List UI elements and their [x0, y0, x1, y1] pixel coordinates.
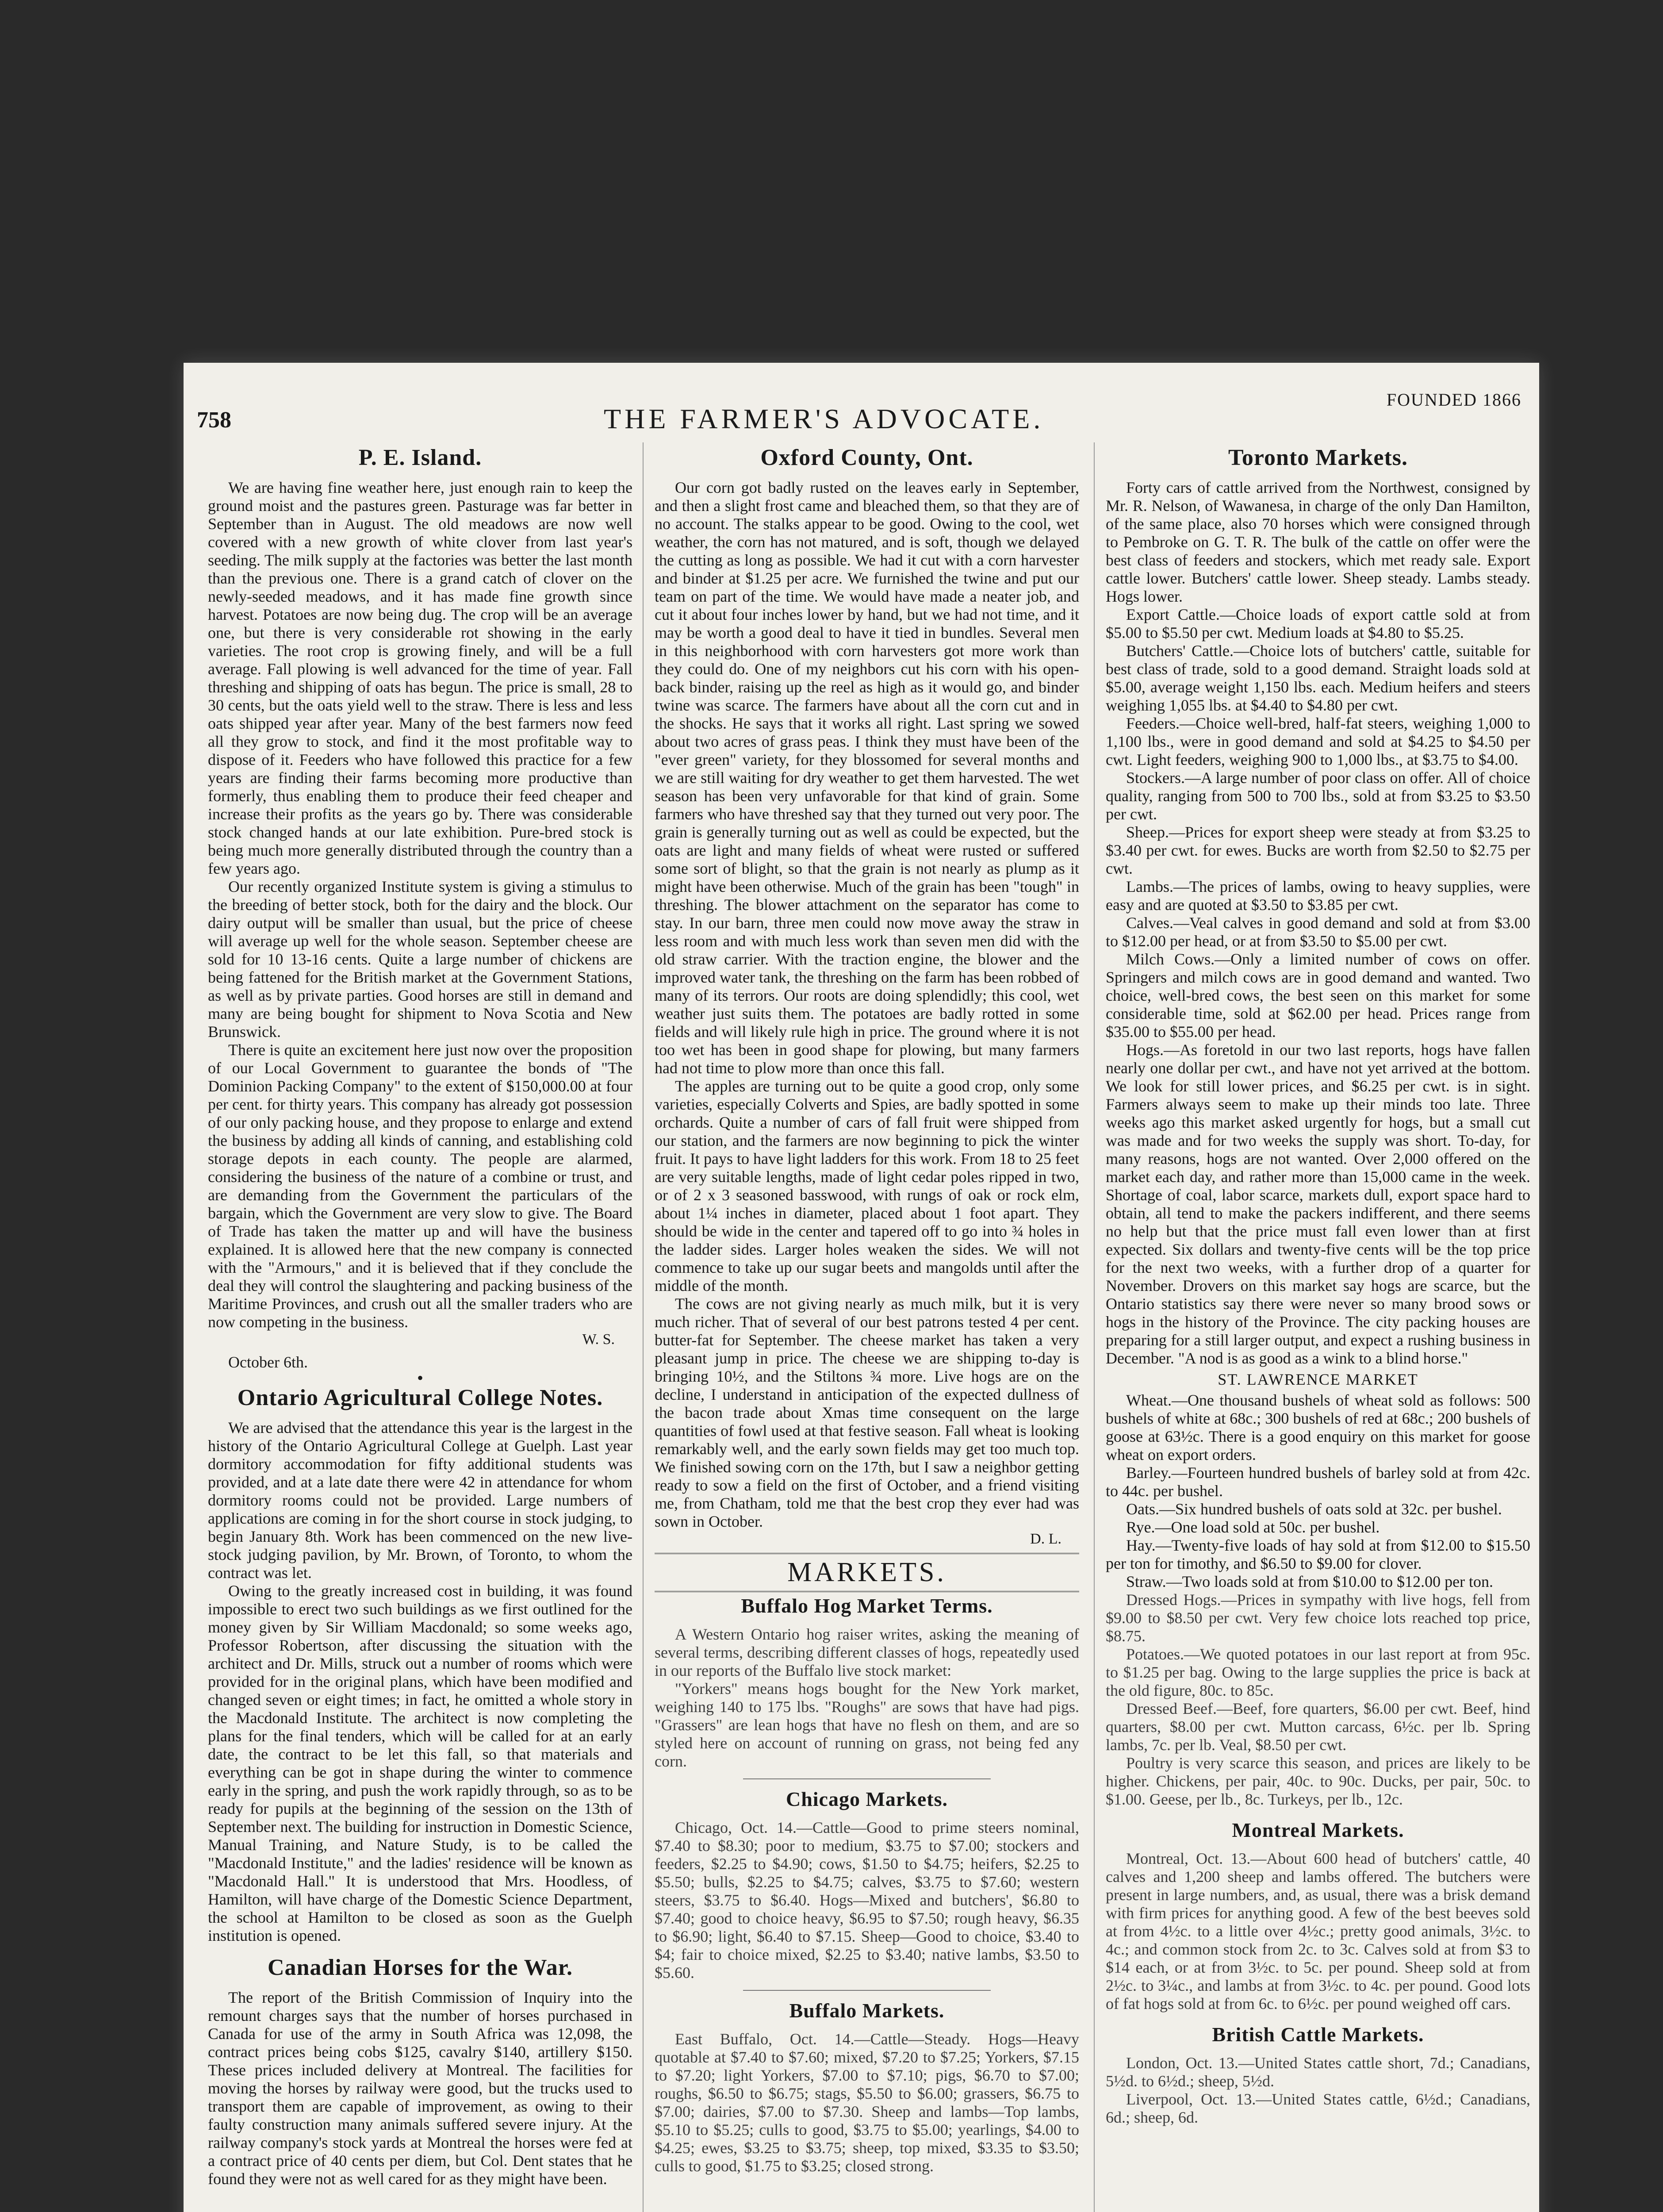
article-paragraph: Potatoes.—We quoted potatoes in our last report at from 95c. to $1.25 per bag. Owing to the large supplies the price is back at the old figure, 80c. to 85c.: [1106, 1645, 1530, 1699]
article-paragraph: Calves.—Veal calves in good demand and sold at from $3.00 to $12.00 per head, or at from $3.50 to $5.00 per cwt.: [1106, 914, 1530, 950]
article-british: [1106, 2023, 1530, 2127]
article-horses: [208, 1955, 632, 2188]
article-paragraph: We are having fine weather here, just enough rain to keep the ground moist and the pastures green. Pasturage was far better in September than in August. The old meadows are now well covered with a new growth of white clover from last year's seeding. The milk supply at the factories was better the last month than the previous one. There is a grand catch of clover on the newly-seeded meadows, and it has made fine growth since harvest. Potatoes are now being dug. The crop will be an average one, but there is very considerable rot showing in the early varieties. The root crop is growing finely, and will be a full average. Fall plowing is well advanced for the time of year. Fall threshing and shipping of oats has begun. The price is small, 28 to 30 cents, but the oats yield well to the straw. There is less and less oats shipped year after year. Many of the best farmers now feed all they grow to stock, and find it the most profitable way to dispose of it. Feeders who have followed this practice for a few years are finding their farms becoming more productive than formerly, thus enabling them to produce their feed cheaper and increase their profits as the years go by. There was considerable stock changed hands at our late exhibition. Pure-bred stock is being much more generally distributed through the country than a few years ago.: [208, 479, 632, 877]
article-paragraph: Stockers.—A large number of poor class on offer. All of choice quality, ranging from 500 to 700 lbs., sold at from $3.25 to $3.50 per cwt.: [1106, 769, 1530, 823]
article-paragraph: We are advised that the attendance this year is the largest in the history of the Ontario Agricultural College at Guelph. Last year dormitory accommodation for fifty additional students was provided, and at a late date there were 42 in attendance for whom dormitory rooms could not be provided. Large numbers of applications are coming in for the short course in stock judging, to begin January 8th. Work has been commenced on the new live-stock judging pavilion, by Mr. Brown, of Toronto, to whom the contract was let.: [208, 1419, 632, 1582]
article-title: Buffalo Markets.: [789, 1999, 945, 2022]
article-paragraph: Milch Cows.—Only a limited number of cows on offer. Springers and milch cows are in good demand and wanted. Two choice, well-bred cows, the best seen on this market for some considerable time, sold at $62.00 per head. Prices range from $35.00 to $55.00 per head.: [1106, 950, 1530, 1041]
article-paragraph: Montreal, Oct. 13.—About 600 head of butchers' cattle, 40 calves and 1,200 sheep and lambs offered. The butchers were present in large numbers, and, as usual, there was a brisk demand with firm prices for anything good. A few of the best beeves sold at from 4½c. to a little over 4½c.; pretty good animals, 3½c. to 4c.; and common stock from 2c. to 3c. Calves sold at from $3 to $14 each, or at from 3½c. to 5c. per pound. Sheep sold at from 2½c. to 3¼c., and lambs at from 3½c. to 4c. per pound. Good lots of fat hogs sold at from 6c. to 6½c. per pound weighed off cars.: [1106, 1850, 1530, 2012]
column-middle: [655, 445, 1079, 2212]
article-paragraph: The cows are not giving nearly as much milk, but it is very much richer. That of several of our best patrons tested 4 per cent. butter-fat for September. The cheese market has taken a very pleasant jump in price. The cheese we are shipping to-day is bringing 10½, and the Stiltons ¾ more. Live hogs are on the decline, I understand in anticipation of the expected dullness of the bacon trade about Xmas time consequent on the large quantities of fowl used at that festive season. Fall wheat is looking remarkably well, and the early sown fields may get too much top. We finished sowing corn on the 17th, but I saw a neighbor getting ready to sow a field on the first of October, and a friend visiting me, from Chatham, told me that the best crop they ever had was sown in October.: [655, 1295, 1079, 1530]
article-title: Chicago Markets.: [786, 1788, 948, 1810]
article-buffalo-terms: [655, 1594, 1079, 1770]
article-paragraph: Export Cattle.—Choice loads of export cattle sold at from $5.00 to $5.50 per cwt. Medium loads at $4.80 to $5.25.: [1106, 606, 1530, 641]
article-paragraph: Chicago, Oct. 14.—Cattle—Good to prime steers nominal, $7.40 to $8.30; poor to medium, $3.75 to $7.00; stockers and feeders, $2.25 to $4.90; cows, $1.50 to $4.75; heifers, $2.25 to $5.50; bulls, $2.25 to $4.75; calves, $3.75 to $7.60; western steers, $3.75 to $6.40. Hogs—Mixed and butchers', $6.80 to $7.40; good to choice heavy, $6.95 to $7.50; rough heavy, $6.35 to $6.90; light, $6.40 to $7.15. Sheep—Good to choice, $3.40 to $4; fair to choice mixed, $2.25 to $3.40; native lambs, $3.50 to $5.60.: [655, 1819, 1079, 1982]
article-title: P. E. Island.: [358, 445, 482, 470]
article-paragraph: Sheep.—Prices for export sheep were steady at from $3.25 to $3.40 per cwt. for ewes. Bucks are worth from $2.50 to $2.75 per cwt.: [1106, 823, 1530, 877]
article-title: Oxford County, Ont.: [760, 445, 973, 470]
article-title: Toronto Markets.: [1228, 445, 1408, 470]
article-paragraph: Hay.—Twenty-five loads of hay sold at from $12.00 to $15.50 per ton for timothy, and $6.50 to $9.00 for clover.: [1106, 1536, 1530, 1572]
article-toronto: [1106, 445, 1530, 1367]
founded-label: FOUNDED 1866: [1386, 390, 1521, 410]
article-st-lawrence: [1106, 1370, 1530, 1809]
article-paragraph: Owing to the greatly increased cost in building, it was found impossible to erect two such buildings as we first outlined for the money given by Sir William Macdonald; so some weeks ago, Professor Robertson, after discussing the situation with the architect and Dr. Mills, struck out a number of rooms which were provided for in the original plans, which have been modified and changed seven or eight times; in fact, he omitted a whole story in the Macdonald Institute. The architect is now completing the plans for the final tenders, which will be called for at an early date, the contract to be let this fall, so that materials and everything can be got in shape during the winter to commence early in the spring, and push the work rapidly through, so as to be ready for pupils at the beginning of the session on the 13th of September next. The building for instruction in Domestic Science, Manual Training, and Nature Study, is to be called the "Macdonald Institute," and the ladies' residence will be known as "Macdonald Hall." It is understood that Mrs. Hoodless, of Hamilton, will have charge of the Domestic Science Department, the school at Hamilton to be closed as soon as the Guelph institution is opened.: [208, 1582, 632, 1944]
masthead-title: THE FARMER'S ADVOCATE.: [604, 403, 1044, 434]
markets-section-header: MARKETS.: [655, 1553, 1079, 1592]
article-paragraph: "Yorkers" means hogs bought for the New York market, weighing 140 to 175 lbs. "Roughs" are sows that have had pigs. "Grassers" are lean hogs that have no flesh on them, and are so styled here on account of running on grass, not being fed any corn.: [655, 1680, 1079, 1770]
article-paragraph: Hogs.—As foretold in our two last reports, hogs have fallen nearly one dollar per cwt., and have not yet arrived at the bottom. We look for still lower prices, and $6.25 per cwt. is in sight. Farmers always seem to make up their minds too late. Three weeks ago this market asked urgently for hogs, but a small cut was made and for two weeks the supply was short. To-day, for many reasons, hogs are not wanted. Over 2,000 offered on the market each day, and rather more than 15,000 came in the week. Shortage of coal, labor scarce, markets dull, export space hard to obtain, all tend to make the packers indifferent, and there seems no help but that the price must fall even lower than at first expected. Six dollars and twenty-five cents will be the top price for the next two weeks, with a further drop of a quarter for November. Drovers on this market say hogs are scarce, but the Ontario statistics say there were never so many brood sows or hogs in the history of the Province. The city packing houses are preparing for a still larger output, and expect a rushing business in December. "A nod is as good as a wink to a blind horse.": [1106, 1041, 1530, 1367]
article-oac: [208, 1385, 632, 1945]
article-paragraph: East Buffalo, Oct. 14.—Cattle—Steady. Hogs—Heavy quotable at $7.40 to $7.60; mixed, $7.20 to $7.25; Yorkers, $7.15 to $7.20; light Yorkers, $7.00 to $7.10; pigs, $6.70 to $7.00; roughs, $6.50 to $6.75; stags, $5.50 to $6.00; grassers, $6.75 to $7.00; dairies, $7.00 to $7.30. Sheep and lambs—Top lambs, $5.10 to $5.25; culls to good, $3.75 to $5.00; yearlings, $4.00 to $4.25; ewes, $3.25 to $3.75; sheep, top mixed, $3.35 to $3.50; culls to good, $1.75 to $3.25; closed strong.: [655, 2030, 1079, 2175]
divider: [743, 1990, 991, 1991]
article-paragraph: Dressed Hogs.—Prices in sympathy with live hogs, fell from $9.00 to $8.50 per cwt. Very few choice lots reached top price, $8.75.: [1106, 1591, 1530, 1645]
article-paragraph: Straw.—Two loads sold at from $10.00 to $12.00 per ton.: [1126, 1573, 1494, 1590]
article-paragraph: Wheat.—One thousand bushels of wheat sold as follows: 500 bushels of white at 68c.; 300 bushels of red at 68c.; 200 bushels of goose at 63½c. There is a good enquiry on this market for goose wheat on export orders.: [1106, 1391, 1530, 1463]
column-divider: [643, 442, 644, 2212]
article-paragraph: Liverpool, Oct. 13.—United States cattle, 6½d.; Canadians, 6d.; sheep, 6d.: [1106, 2090, 1530, 2126]
divider: [743, 1778, 991, 1779]
article-paragraph: Barley.—Fourteen hundred bushels of barley sold at from 42c. to 44c. per bushel.: [1106, 1464, 1530, 1500]
article-pei: [208, 445, 632, 1371]
article-paragraph: Oats.—Six hundred bushels of oats sold at 32c. per bushel.: [1126, 1500, 1502, 1518]
column-left: [208, 445, 632, 2212]
article-buffalo: [655, 1999, 1079, 2175]
separator-dot: •: [417, 1368, 423, 1388]
article-oxford: [655, 445, 1079, 1548]
newspaper-page: [184, 363, 1539, 2212]
article-title: Canadian Horses for the War.: [267, 1955, 573, 1980]
article-paragraph: Feeders.—Choice well-bred, half-fat steers, weighing 1,000 to 1,100 lbs., were in good demand and sold at $4.25 to $4.50 per cwt. Light feeders, weighing 900 to 1,000 lbs., at $3.75 to $4.00.: [1106, 714, 1530, 768]
signature: W. S.: [582, 1331, 615, 1348]
article-paragraph: There is quite an excitement here just now over the proposition of our Local Government to guarantee the bonds of "The Dominion Packing Company" to the extent of $150,000.00 at four per cent. for thirty years. This company has already got possession of our only packing house, and they propose to enlarge and extend the business by adding all kinds of canning, and establishing cold storage depots in each county. The people are alarmed, considering the business of the nature of a combine or trust, and are demanding from the Government the particulars of the bargain, which the Government are very slow to give. The Board of Trade has taken the matter up and will have the business explained. It is allowed here that the new company is connected with the "Armours," and it is believed that if they conclude the deal they will control the slaughtering and packing business of the Maritime Provinces, and crush out all the smaller traders who are now competing in the business.: [208, 1041, 632, 1331]
article-paragraph: A Western Ontario hog raiser writes, asking the meaning of several terms, describing different classes of hogs, repeatedly used in our reports of the Buffalo live stock market:: [655, 1625, 1079, 1679]
page-number: 758: [197, 407, 231, 433]
article-paragraph: Our recently organized Institute system is giving a stimulus to the breeding of better stock, both for the dairy and the block. Our dairy output will be smaller than usual, but the price of cheese will average up well for the whole season. September cheese are sold for 10 13-16 cents. Quite a large number of chickens are being fattened for the British market at the Government Stations, as well as by private parties. Good horses are still in demand and many are being bought for shipment to Nova Scotia and New Brunswick.: [208, 878, 632, 1041]
article-title: Montreal Markets.: [1232, 1819, 1404, 1841]
article-title: Ontario Agricultural College Notes.: [237, 1385, 603, 1410]
dateline: October 6th.: [228, 1353, 308, 1371]
column-right: [1106, 445, 1530, 2212]
subheading: ST. LAWRENCE MARKET: [1218, 1371, 1418, 1388]
article-paragraph: The report of the British Commission of Inquiry into the remount charges says that the number of horses purchased in Canada for use of the army in South Africa was 12,098, the contract prices being cobs $125, cavalry $140, artillery $150. These prices included delivery at Montreal. The facilities for moving the horses by railway were good, but the trucks used to transport them are capable of improvement, as owing to their faulty construction many animals suffered severe injury. At the railway company's stock yards at Montreal the horses were fed at a contract price of 40 cents per diem, but Col. Dent states that he found they were not as well cared for as they might have been.: [208, 1989, 632, 2188]
article-chicago: [655, 1787, 1079, 1982]
article-title: British Cattle Markets.: [1212, 2023, 1424, 2046]
article-montreal: [1106, 1818, 1530, 2013]
article-paragraph: The apples are turning out to be quite a good crop, only some varieties, especially Colverts and Spies, are badly spotted in some orchards. Quite a number of cars of fall fruit were shipped from our station, and the farmers are now beginning to pick the winter fruit. It pays to have light ladders for this work. From 18 to 25 feet are very suitable lengths, made of light cedar poles ripped in two, or of 2 x 3 seasoned basswood, with rungs of oak or rock elm, about 1¼ inches in diameter, placed about 1 foot apart. They should be wide in the center and tapered off to go into ¾ holes in the ladder sides. Larger holes weaken the sides. We will not commence to take up our sugar beets and mangolds until after the middle of the month.: [655, 1077, 1079, 1294]
article-paragraph: Dressed Beef.—Beef, fore quarters, $6.00 per cwt. Beef, hind quarters, $8.00 per cwt. Mutton carcass, 6½c. per lb. Spring lambs, 7c. per lb. Veal, $8.50 per cwt.: [1106, 1700, 1530, 1754]
column-divider: [1094, 442, 1095, 2212]
article-paragraph: Poultry is very scarce this season, and prices are likely to be higher. Chickens, per pair, 40c. to 90c. Ducks, per pair, 50c. to $1.00. Geese, per lb., 8c. Turkeys, per lb., 12c.: [1106, 1754, 1530, 1808]
article-paragraph: London, Oct. 13.—United States cattle short, 7d.; Canadians, 5½d. to 6½d.; sheep, 5½d.: [1106, 2054, 1530, 2090]
signature: D. L.: [1030, 1531, 1061, 1547]
article-paragraph: Lambs.—The prices of lambs, owing to heavy supplies, were easy and are quoted at $3.50 to $3.85 per cwt.: [1106, 878, 1530, 914]
article-paragraph: Rye.—One load sold at 50c. per bushel.: [1126, 1518, 1380, 1536]
article-title: Buffalo Hog Market Terms.: [741, 1594, 993, 1617]
article-paragraph: Forty cars of cattle arrived from the Northwest, consigned by Mr. R. Nelson, of Wawanesa, in charge of the only Dan Hamilton, of the same place, also 70 horses which were consigned through to Pembroke on G. T. R. The bulk of the cattle on offer were the best class of feeders and stockers, which met ready sale. Export cattle lower. Butchers' cattle lower. Sheep steady. Lambs steady. Hogs lower.: [1106, 479, 1530, 605]
article-paragraph: Butchers' Cattle.—Choice lots of butchers' cattle, suitable for best class of trade, sold to a good demand. Straight loads sold at $5.00, average weight 1,150 lbs. each. Medium heifers and steers weighing 1,055 lbs. at $4.40 to $4.80 per cwt.: [1106, 642, 1530, 714]
article-paragraph: Our corn got badly rusted on the leaves early in September, and then a slight frost came and bleached them, so that they are of no account. The stalks appear to be good. Owing to the cool, wet weather, the corn has not matured, and is soft, though we delayed the cutting as long as possible. We had it cut with a corn harvester and binder at $1.25 per acre. We furnished the twine and put our team on part of the time. We would have made a neater job, and cut it about four inches lower by hand, but we had not time, and it may be worth a good deal to have it tied in bundles. Several men in this neighborhood with corn harvesters got more work than they could do. One of my neighbors cut his corn with his open-back binder, raising up the reel as high as it would go, and binder twine was scarce. The farmers have about all the corn cut and in the shocks. He says that it works all right. Last spring we sowed about two acres of grass peas. I think they must have been of the "ever green" variety, for they blossomed for several months and we are still waiting for dry weather to get them harvested. The wet season has been very unfavorable for that kind of grain. Some farmers who have threshed say that they turned out very poor. The grain is generally turning out as well as could be expected, but the oats are light and many fields of wheat were rusted or suffered some sort of blight, so that the grain is not nearly as plump as it might have been otherwise. Much of the grain has been "tough" in threshing. The blower attachment on the separator has come to stay. In our barn, three men could now move away the straw in less room and with much less work than seven men did with the old straw carrier. With the traction engine, the blower and the improved water tank, the threshing on the farm has been robbed of many of its terrors. Our roots are doing splendidly; this cool, wet weather just suits them. The potatoes are badly rotted in some fields and will likely rule high in price. The ground where it is not too wet has been in good shape for plowing, but many farmers had not time to plow more than once this fall.: [655, 479, 1079, 1077]
